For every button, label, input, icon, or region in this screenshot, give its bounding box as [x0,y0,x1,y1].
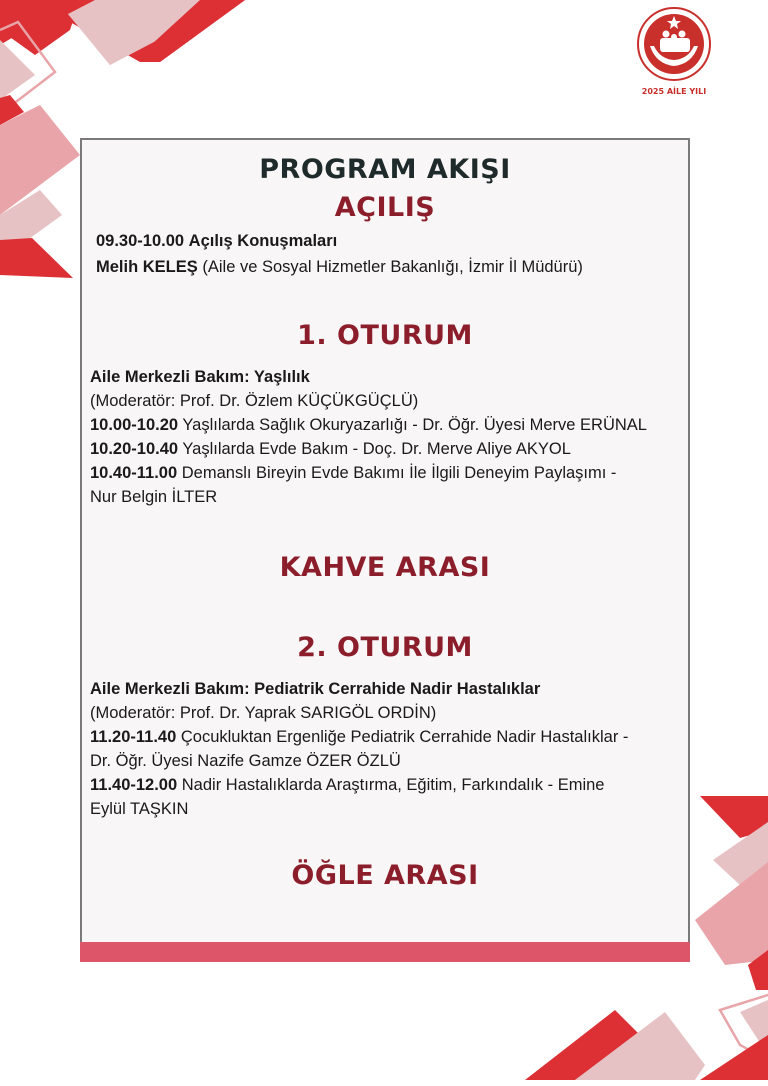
opening-speaker-line [96,258,583,277]
opening-time-label: Açılış Konuşmaları [188,232,338,250]
session2-item-cont: Eylül TAŞKIN [90,800,189,818]
bottom-accent-band [80,942,690,962]
opening-time: 09.30-10.00 [96,232,185,250]
deco-pink-br [695,862,768,965]
session2-item-time: 11.40-12.00 [90,776,178,794]
session1-item [90,440,571,459]
opening-speaker-role: (Aile ve Sosyal Hizmetler Bakanlığı, İzmir İl Müdürü) [202,258,583,276]
coffee-break-heading: KAHVE ARASI [279,552,491,583]
session1-item-text: Yaşlılarda Evde Bakım - Doç. Dr. Merve Aliye AKYOL [182,440,571,458]
session2-item-cont: Dr. Öğr. Üyesi Nazife Gamze ÖZER ÖZLÜ [90,752,401,770]
deco-red-triangle [0,238,73,278]
session1-item-cont: Nur Belgin İLTER [90,488,218,506]
session2-item [90,776,604,795]
session1-item-text: Yaşlılarda Sağlık Okuryazarlığı - Dr. Öğr. Üyesi Merve ERÜNAL [182,416,647,434]
session1-heading: 1. OTURUM [297,320,473,351]
session2-item-time: 11.20-11.40 [90,728,177,746]
session2-heading: 2. OTURUM [297,632,473,663]
aile-yili-logo [636,4,712,100]
session1-item [90,464,616,483]
deco-red-bottom-right [700,1035,768,1080]
program-box [80,138,690,944]
session1-moderator: (Moderatör: Prof. Dr. Özlem KÜÇÜKGÜÇLÜ) [90,392,419,410]
lunch-break-heading: ÖĞLE ARASI [291,860,479,891]
session1-item-text: Demanslı Bireyin Evde Bakımı İle İlgili Deneyim Paylaşımı - [181,464,617,482]
session2-item [90,728,628,747]
logo-text: 2025 AİLE YILI [641,87,707,96]
session1-item-time: 10.00-10.20 [90,416,179,434]
session1-item-time: 10.20-10.40 [90,440,179,458]
session2-topic: Aile Merkezli Bakım: Pediatrik Cerrahide Nadir Hastalıklar [90,680,541,698]
opening-time-line [96,232,337,251]
session2-item-text: Nadir Hastalıklarda Araştırma, Eğitim, Farkındalık - Emine [181,776,605,794]
program-title: PROGRAM AKIŞI [259,154,511,185]
opening-heading: AÇILIŞ [334,192,436,223]
session1-item-time: 10.40-11.00 [90,464,178,482]
session2-item-text: Çocukluktan Ergenliğe Pediatrik Cerrahide Nadir Hastalıklar - [180,728,629,746]
session2-moderator: (Moderatör: Prof. Dr. Yaprak SARIGÖL ORDİN) [90,704,437,722]
session1-topic: Aile Merkezli Bakım: Yaşlılık [90,368,310,386]
opening-speaker-name: Melih KELEŞ [96,258,198,276]
session1-item [90,416,647,435]
